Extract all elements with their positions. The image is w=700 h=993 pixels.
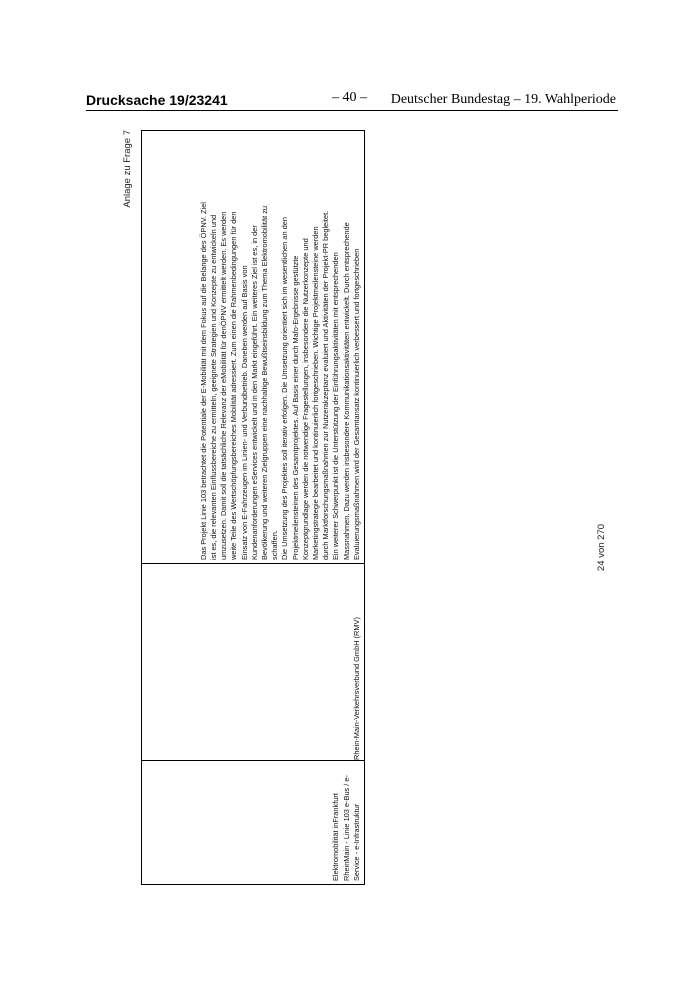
description-line: weite Teile des Wertschöpfungsbereiches Mobilität adressiert. Zum einen die Rahmenbedingungen für den (229, 211, 239, 560)
description-line: Marketingstrategie bearbeitet und kontinuierlich fortgeschrieben. Wichtige Projektmeilensteine werden (310, 226, 320, 560)
page-number-header: – 40 – (332, 90, 367, 105)
description-line: Kundenanforderungen eServices entwickelt und in den Markt eingeführt. Ein weiteres Ziel ist es, in der (249, 225, 259, 560)
description-line: Ein weiterer Schwerpunkt ist die Unterstützung der Einführungsaktivitäten mit entsprechenden (331, 252, 341, 560)
project-title-cell (142, 760, 364, 884)
description-line: Massnahmen. Dazu werden insbesondere Kommunikationsaktivitäten entwickelt. Durch entsprechende (341, 222, 351, 560)
description-line: Einsatz von E-Fahrzeugen im Linien- und Verbundbetrieb. Daneben werden auf Basis von (239, 265, 249, 560)
description-line: Die Umsetzung des Projektes soll iterativ erfolgen. Die Umsetzung orientiert sich im wesentlichen an den (280, 216, 290, 560)
description-text (199, 135, 362, 560)
description-cell (142, 131, 364, 563)
document-number: Drucksache 19/23241 (86, 92, 228, 108)
organization-text (352, 566, 362, 760)
parliament-period: Deutscher Bundestag – 19. Wahlperiode (390, 92, 616, 107)
organization-cell (142, 563, 364, 760)
description-line: durch Marktforschungsmaßnahmen zur Nutzerakzeptanz evaluiert und Aktivitäten der Projekt-PR begleitet. (321, 210, 331, 560)
description-line: ist es, die relevanten Einflussbereiche zu ermitteln, geeignete Strategien und Konzepte zu entwickeln und (208, 214, 218, 560)
description-line: schaffen. (270, 530, 280, 560)
description-line: Bevölkerung und weiteren Zielgruppen eine nachhaltige Bewußtseinsbildung zum Thema Elektromobilität zu (259, 206, 269, 560)
description-line: Evaluierungsmaßnahmen wird der Gesamtansatz kontinuierlich verbessert und fortgeschrieben (351, 248, 361, 560)
header-rule (86, 110, 618, 111)
project-title-text (331, 763, 362, 881)
project-title-line: Elektromobilität inFrankfurt (331, 793, 341, 881)
project-title-line: RheinMain - Linie 103 e-Bus / e- (341, 775, 351, 881)
description-line: umzusetzen. Damit soll die tatsächliche Relevanz der eMobilität für denÖPNV ermittelt werden. Es werden (219, 211, 229, 560)
sheet-page-number: 24 von 270 (596, 523, 607, 571)
project-title-line: Service - e-Infrastruktur (351, 803, 361, 881)
description-line: Projektmeilensteinen des Gesamtprojektes. Auf Basis einer durch Mafo-Ergebnisse gestützte (290, 255, 300, 560)
project-table (141, 130, 365, 885)
rotated-sheet (122, 130, 612, 885)
annex-label: Anlage zu Frage 7 (122, 130, 133, 208)
organization-line: Rhein-Main-Verkehrsverbund GmbH (RMV) (351, 617, 361, 760)
description-line: Das Projekt Linie 103 betrachtet die Potentiale der E-Mobilität mit dem Fokus auf die Belange des ÖPNV. Ziel (198, 202, 208, 560)
description-line: Konzeptgrundlage werden die notwendige Fragestellungen, insbesondere die Nutzerkonzepte und (300, 238, 310, 560)
